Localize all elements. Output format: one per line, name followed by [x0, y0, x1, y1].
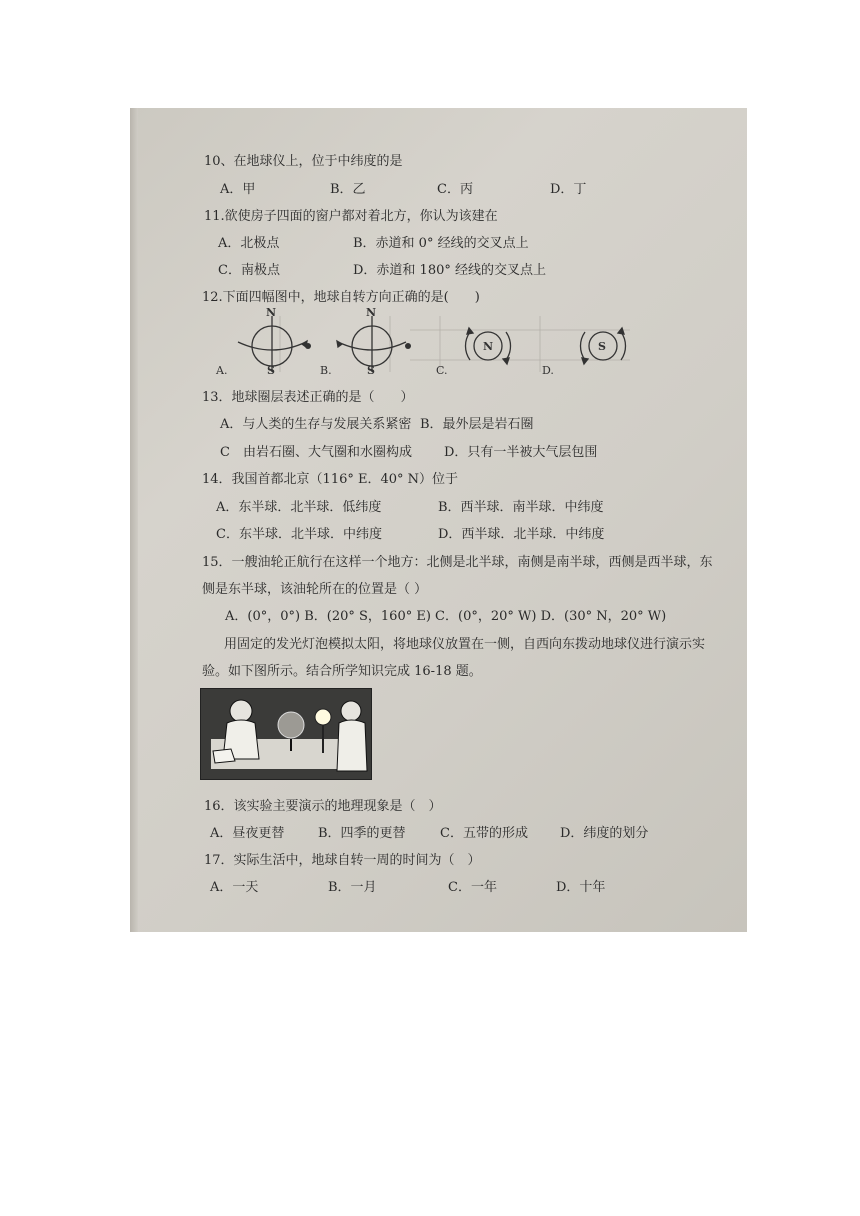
q12-label-a: A.: [216, 364, 228, 377]
q12-label-c: C.: [436, 364, 448, 377]
q13-option-b: B．最外层是岩石圈: [420, 417, 534, 432]
question-14: 14．我国首都北京（116° E．40° N）位于: [202, 472, 459, 487]
polar-d-label: S: [598, 340, 606, 353]
question-11: 11.欲使房子四面的窗户都对着北方，你认为该建在: [204, 209, 498, 224]
question-15-line1: 15．一艘油轮正航行在这样一个地方：北侧是北半球，南侧是南半球，西侧是西半球，东: [202, 555, 713, 570]
q17-option-c: C．一年: [448, 880, 497, 895]
experiment-illustration: [200, 688, 372, 780]
globe-b-south: S: [367, 364, 375, 377]
passage-line2: 验。如下图所示。结合所学知识完成 16-18 题。: [202, 664, 482, 679]
question-12: 12.下面四幅图中，地球自转方向正确的是( ): [202, 290, 480, 305]
q13-option-a: A．与人类的生存与发展关系紧密: [220, 417, 412, 432]
q12-label-d: D.: [542, 364, 554, 377]
q12-label-b: B.: [320, 364, 332, 377]
q16-option-a: A．昼夜更替: [210, 826, 285, 841]
q10-option-d: D．丁: [550, 182, 587, 197]
question-17: 17．实际生活中，地球自转一周的时间为（ ）: [204, 853, 481, 868]
question-15-line2: 侧是东半球，该油轮所在的位置是（ ）: [202, 582, 428, 597]
q10-option-a: A．甲: [220, 182, 256, 197]
q14-option-c: C．东半球．北半球．中纬度: [216, 527, 382, 542]
q11-option-b: B．赤道和 0° 经线的交叉点上: [353, 236, 529, 251]
exam-photo: [130, 108, 747, 932]
q16-option-c: C．五带的形成: [440, 826, 528, 841]
q11-option-d: D．赤道和 180° 经线的交叉点上: [353, 263, 547, 278]
q14-option-a: A．东半球．北半球．低纬度: [216, 500, 382, 515]
q11-option-c: C．南极点: [218, 263, 280, 278]
polar-c-label: N: [483, 340, 494, 353]
globe-a-south: S: [267, 364, 275, 377]
q10-option-b: B．乙: [330, 182, 366, 197]
q13-option-c: C 由岩石圈、大气圈和水圈构成: [220, 445, 412, 460]
globe-a-north: N: [266, 306, 277, 319]
experiment-drawing: [201, 689, 371, 779]
q17-option-b: B．一月: [328, 880, 377, 895]
passage-line1: 用固定的发光灯泡模拟太阳，将地球仪放置在一侧，自西向东拨动地球仪进行演示实: [224, 637, 706, 652]
q15-options: A．(0°，0°) B．(20° S，160° E) C．(0°，20° W) D．(30° N，20° W): [225, 609, 667, 624]
q16-option-b: B．四季的更替: [318, 826, 406, 841]
q17-option-d: D．十年: [556, 880, 606, 895]
q11-option-a: A．北极点: [218, 236, 280, 251]
q14-option-d: D．西半球．北半球．中纬度: [438, 527, 605, 542]
q17-option-a: A．一天: [210, 880, 259, 895]
question-13: 13．地球圈层表述正确的是（ ）: [202, 390, 414, 405]
question-16: 16．该实验主要演示的地理现象是（ ）: [204, 799, 442, 814]
globe-b-north: N: [366, 306, 377, 319]
q13-option-d: D．只有一半被大气层包围: [444, 445, 598, 460]
q14-option-b: B．西半球．南半球．中纬度: [438, 500, 604, 515]
question-10: 10、在地球仪上，位于中纬度的是: [204, 154, 403, 169]
q16-option-d: D．纬度的划分: [560, 826, 649, 841]
q10-option-c: C．丙: [437, 182, 473, 197]
